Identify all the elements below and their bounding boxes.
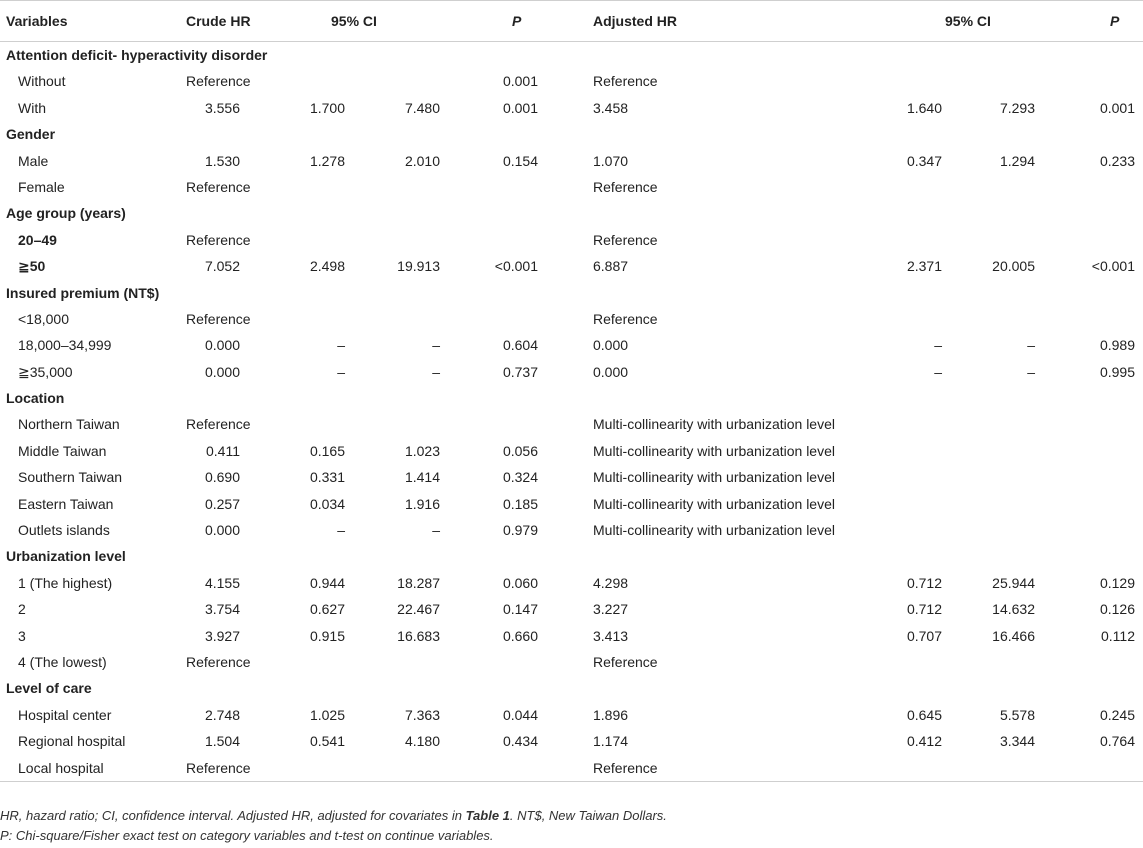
cell-crude-hr: 3.927 bbox=[204, 627, 240, 644]
cell-crude-hr: 0.257 bbox=[204, 495, 240, 512]
row-label: 3 bbox=[18, 627, 26, 644]
cell-adjusted-hr: Reference bbox=[593, 653, 658, 670]
cell-adjusted-hr: Multi-collinearity with urbanization level bbox=[593, 495, 835, 512]
row-label: <18,000 bbox=[18, 310, 69, 327]
cell-adjusted-hr: 3.413 bbox=[593, 627, 629, 644]
table-footnotes bbox=[0, 806, 1143, 846]
header-crude-hr: Crude HR bbox=[186, 13, 251, 29]
row-label: Middle Taiwan bbox=[18, 442, 107, 459]
cell-ci-upper-crude: 19.913 bbox=[397, 258, 440, 275]
cell-adjusted-hr: 0.000 bbox=[593, 363, 629, 380]
table-header bbox=[0, 0, 1143, 42]
row-label: 1 (The highest) bbox=[18, 574, 113, 591]
table-row bbox=[0, 227, 1143, 253]
cell-crude-hr: 3.754 bbox=[204, 601, 240, 618]
table-body bbox=[0, 42, 1143, 782]
table-row bbox=[0, 702, 1143, 728]
cell-ci-upper-adjusted: 1.294 bbox=[999, 152, 1035, 169]
cell-ci-upper-crude: 4.180 bbox=[404, 733, 440, 750]
table-row bbox=[0, 148, 1143, 174]
table-row bbox=[0, 623, 1143, 649]
cell-p-crude: 0.147 bbox=[502, 601, 538, 618]
cell-ci-upper-crude: 7.363 bbox=[404, 706, 440, 723]
cell-ci-upper-adjusted: 5.578 bbox=[999, 706, 1035, 723]
group-row bbox=[0, 42, 1143, 68]
cell-adjusted-hr: 1.070 bbox=[593, 152, 629, 169]
row-label: 20–49 bbox=[18, 231, 57, 248]
cell-ci-lower-crude: – bbox=[337, 363, 345, 380]
cell-ci-upper-crude: 1.916 bbox=[404, 495, 440, 512]
row-label: Male bbox=[18, 152, 49, 169]
group-row bbox=[0, 280, 1143, 306]
table-row bbox=[0, 68, 1143, 94]
cell-ci-lower-crude: 0.165 bbox=[309, 442, 345, 459]
cell-ci-lower-adjusted: 0.712 bbox=[906, 601, 942, 618]
cell-adjusted-hr: Multi-collinearity with urbanization level bbox=[593, 442, 835, 459]
row-label: Female bbox=[18, 178, 65, 195]
cell-crude-hr: Reference bbox=[186, 653, 251, 670]
cell-crude-hr: 0.411 bbox=[206, 442, 240, 459]
cell-p-crude: 0.044 bbox=[502, 706, 538, 723]
cell-ci-upper-adjusted: 25.944 bbox=[992, 574, 1035, 591]
table-row bbox=[0, 570, 1143, 596]
cell-p-crude: <0.001 bbox=[494, 258, 538, 275]
cell-p-adjusted: 0.989 bbox=[1099, 337, 1135, 354]
cell-p-adjusted: 0.129 bbox=[1099, 574, 1135, 591]
row-label: Southern Taiwan bbox=[18, 469, 123, 486]
cell-crude-hr: 0.000 bbox=[204, 337, 240, 354]
table-row bbox=[0, 174, 1143, 200]
cell-crude-hr: 4.155 bbox=[204, 574, 240, 591]
cell-p-adjusted: 0.112 bbox=[1101, 627, 1135, 644]
cell-adjusted-hr: Reference bbox=[593, 73, 658, 90]
cell-p-crude: 0.434 bbox=[502, 733, 538, 750]
cell-p-adjusted: <0.001 bbox=[1091, 258, 1135, 275]
cell-p-adjusted: 0.245 bbox=[1099, 706, 1135, 723]
row-label: Hospital center bbox=[18, 706, 112, 723]
cell-adjusted-hr: 4.298 bbox=[593, 574, 629, 591]
row-label: With bbox=[18, 99, 46, 116]
cell-ci-lower-adjusted: 0.707 bbox=[906, 627, 942, 644]
header-adjusted-hr: Adjusted HR bbox=[593, 13, 677, 29]
group-label: Level of care bbox=[6, 680, 92, 697]
cell-crude-hr: 3.556 bbox=[204, 99, 240, 116]
table-row bbox=[0, 411, 1143, 437]
cell-adjusted-hr: 1.896 bbox=[593, 706, 629, 723]
group-label: Gender bbox=[6, 126, 56, 143]
cell-adjusted-hr: 0.000 bbox=[593, 337, 629, 354]
cell-crude-hr: 1.530 bbox=[204, 152, 240, 169]
cell-ci-upper-adjusted: – bbox=[1027, 337, 1035, 354]
row-label: Northern Taiwan bbox=[18, 416, 120, 433]
row-label: Eastern Taiwan bbox=[18, 495, 114, 512]
cell-p-crude: 0.001 bbox=[502, 99, 538, 116]
group-row bbox=[0, 675, 1143, 701]
cell-ci-upper-adjusted: 16.466 bbox=[992, 627, 1035, 644]
cell-ci-lower-adjusted: 2.371 bbox=[906, 258, 942, 275]
row-label: 2 bbox=[18, 601, 26, 618]
cell-p-crude: 0.001 bbox=[502, 73, 538, 90]
cell-p-adjusted: 0.126 bbox=[1099, 601, 1135, 618]
table-row bbox=[0, 649, 1143, 675]
cell-crude-hr: 0.690 bbox=[204, 469, 240, 486]
cell-ci-upper-crude: 2.010 bbox=[404, 152, 440, 169]
table-row bbox=[0, 491, 1143, 517]
cell-crude-hr: Reference bbox=[186, 416, 251, 433]
cell-adjusted-hr: Multi-collinearity with urbanization level bbox=[593, 522, 835, 539]
table-row bbox=[0, 253, 1143, 279]
header-ci-adjusted: 95% CI bbox=[945, 13, 991, 29]
group-row bbox=[0, 385, 1143, 411]
row-label: Regional hospital bbox=[18, 733, 126, 750]
cell-ci-upper-adjusted: 7.293 bbox=[999, 99, 1035, 116]
group-label: Attention deficit- hyperactivity disorder bbox=[6, 47, 268, 63]
cell-adjusted-hr: Reference bbox=[593, 178, 658, 195]
cell-ci-upper-crude: 18.287 bbox=[397, 574, 440, 591]
group-row bbox=[0, 121, 1143, 147]
cell-ci-upper-crude: 22.467 bbox=[397, 601, 440, 618]
cell-p-adjusted: 0.764 bbox=[1099, 733, 1135, 750]
cell-p-crude: 0.604 bbox=[502, 337, 538, 354]
cell-ci-upper-crude: – bbox=[432, 363, 440, 380]
cell-adjusted-hr: Reference bbox=[593, 231, 658, 248]
cell-p-crude: 0.060 bbox=[502, 574, 538, 591]
group-label: Insured premium (NT$) bbox=[6, 284, 160, 301]
cell-ci-upper-adjusted: 20.005 bbox=[992, 258, 1035, 275]
cell-ci-lower-crude: 0.034 bbox=[309, 495, 345, 512]
cell-ci-lower-adjusted: – bbox=[934, 363, 942, 380]
table-row bbox=[0, 517, 1143, 543]
cell-p-crude: 0.154 bbox=[502, 152, 538, 169]
row-label: Without bbox=[18, 73, 66, 90]
cell-ci-lower-crude: 0.944 bbox=[309, 574, 345, 591]
cell-p-crude: 0.185 bbox=[502, 495, 538, 512]
cell-ci-lower-crude: – bbox=[337, 522, 345, 539]
table-row bbox=[0, 95, 1143, 121]
cell-p-crude: 0.056 bbox=[502, 442, 538, 459]
table-row bbox=[0, 332, 1143, 358]
cell-ci-lower-adjusted: – bbox=[934, 337, 942, 354]
group-label: Urbanization level bbox=[6, 548, 126, 565]
cell-ci-lower-crude: 1.278 bbox=[309, 152, 345, 169]
cell-ci-lower-adjusted: 1.640 bbox=[906, 99, 942, 116]
cell-ci-lower-crude: 1.700 bbox=[309, 99, 345, 116]
row-label: ≧35,000 bbox=[18, 363, 73, 380]
table-row bbox=[0, 755, 1143, 782]
group-row bbox=[0, 200, 1143, 226]
row-label: Outlets islands bbox=[18, 522, 110, 539]
cell-ci-lower-crude: 2.498 bbox=[309, 258, 345, 275]
cell-ci-upper-crude: 16.683 bbox=[397, 627, 440, 644]
cell-p-crude: 0.660 bbox=[502, 627, 538, 644]
cell-ci-upper-crude: 1.023 bbox=[404, 442, 440, 459]
cell-ci-lower-crude: 0.541 bbox=[309, 733, 345, 750]
cell-ci-lower-crude: 0.627 bbox=[309, 601, 345, 618]
header-p-adjusted: P bbox=[1110, 13, 1120, 29]
cell-adjusted-hr: 3.458 bbox=[593, 99, 629, 116]
cell-ci-lower-adjusted: 0.712 bbox=[906, 574, 942, 591]
group-label: Age group (years) bbox=[6, 205, 126, 222]
footnote-abbreviations: HR, hazard ratio; CI, confidence interval. Adjusted HR, adjusted for covariates in Table 1. NT$, New Taiwan Dollars. bbox=[0, 808, 667, 823]
cell-adjusted-hr: 3.227 bbox=[593, 601, 629, 618]
cell-ci-lower-adjusted: 0.412 bbox=[906, 733, 942, 750]
cell-crude-hr: Reference bbox=[186, 178, 251, 195]
cell-crude-hr: 0.000 bbox=[204, 363, 240, 380]
cell-ci-lower-crude: – bbox=[337, 337, 345, 354]
cell-crude-hr: Reference bbox=[186, 73, 251, 90]
table-row bbox=[0, 728, 1143, 754]
cell-ci-upper-crude: 7.480 bbox=[404, 99, 440, 116]
footnote-table-ref: Table 1 bbox=[465, 808, 510, 823]
cell-crude-hr: 0.000 bbox=[204, 522, 240, 539]
table-row bbox=[0, 359, 1143, 385]
row-label: Local hospital bbox=[18, 759, 104, 776]
cell-crude-hr: Reference bbox=[186, 759, 251, 776]
cell-adjusted-hr: 6.887 bbox=[593, 258, 629, 275]
cell-p-crude: 0.324 bbox=[502, 469, 538, 486]
cell-ci-upper-crude: – bbox=[432, 337, 440, 354]
cell-ci-upper-adjusted: 14.632 bbox=[992, 601, 1035, 618]
cell-crude-hr: Reference bbox=[186, 310, 251, 327]
cell-ci-upper-crude: – bbox=[432, 522, 440, 539]
cell-ci-upper-adjusted: – bbox=[1027, 363, 1035, 380]
cell-p-adjusted: 0.001 bbox=[1099, 99, 1135, 116]
table-row bbox=[0, 438, 1143, 464]
cell-crude-hr: 1.504 bbox=[204, 733, 240, 750]
cell-crude-hr: 2.748 bbox=[204, 706, 240, 723]
footnote-p-test: P: Chi-square/Fisher exact test on category variables and t-test on continue variables. bbox=[0, 828, 494, 843]
header-variables: Variables bbox=[6, 13, 68, 29]
row-label: 4 (The lowest) bbox=[18, 653, 107, 670]
cell-ci-lower-crude: 1.025 bbox=[309, 706, 345, 723]
cell-p-adjusted: 0.995 bbox=[1099, 363, 1135, 380]
row-label: ≧50 bbox=[18, 258, 46, 275]
group-label: Location bbox=[6, 390, 65, 407]
table-row bbox=[0, 596, 1143, 622]
cell-adjusted-hr: 1.174 bbox=[593, 733, 629, 750]
cell-crude-hr: 7.052 bbox=[204, 258, 240, 275]
cell-ci-upper-adjusted: 3.344 bbox=[999, 733, 1035, 750]
cell-ci-upper-crude: 1.414 bbox=[404, 469, 440, 486]
cell-ci-lower-crude: 0.331 bbox=[309, 469, 345, 486]
table-row bbox=[0, 464, 1143, 490]
cell-crude-hr: Reference bbox=[186, 231, 251, 248]
cell-adjusted-hr: Multi-collinearity with urbanization level bbox=[593, 469, 835, 486]
cell-p-crude: 0.737 bbox=[502, 363, 538, 380]
cell-p-adjusted: 0.233 bbox=[1099, 152, 1135, 169]
cell-ci-lower-adjusted: 0.347 bbox=[906, 152, 942, 169]
cell-p-crude: 0.979 bbox=[502, 522, 538, 539]
cell-ci-lower-crude: 0.915 bbox=[309, 627, 345, 644]
header-ci-crude: 95% CI bbox=[331, 13, 377, 29]
header-p-crude: P bbox=[512, 13, 522, 29]
cell-adjusted-hr: Reference bbox=[593, 759, 658, 776]
group-row bbox=[0, 543, 1143, 569]
table-row bbox=[0, 306, 1143, 332]
cell-adjusted-hr: Reference bbox=[593, 310, 658, 327]
cell-adjusted-hr: Multi-collinearity with urbanization level bbox=[593, 416, 835, 433]
row-label: 18,000–34,999 bbox=[18, 337, 112, 354]
cell-ci-lower-adjusted: 0.645 bbox=[906, 706, 942, 723]
